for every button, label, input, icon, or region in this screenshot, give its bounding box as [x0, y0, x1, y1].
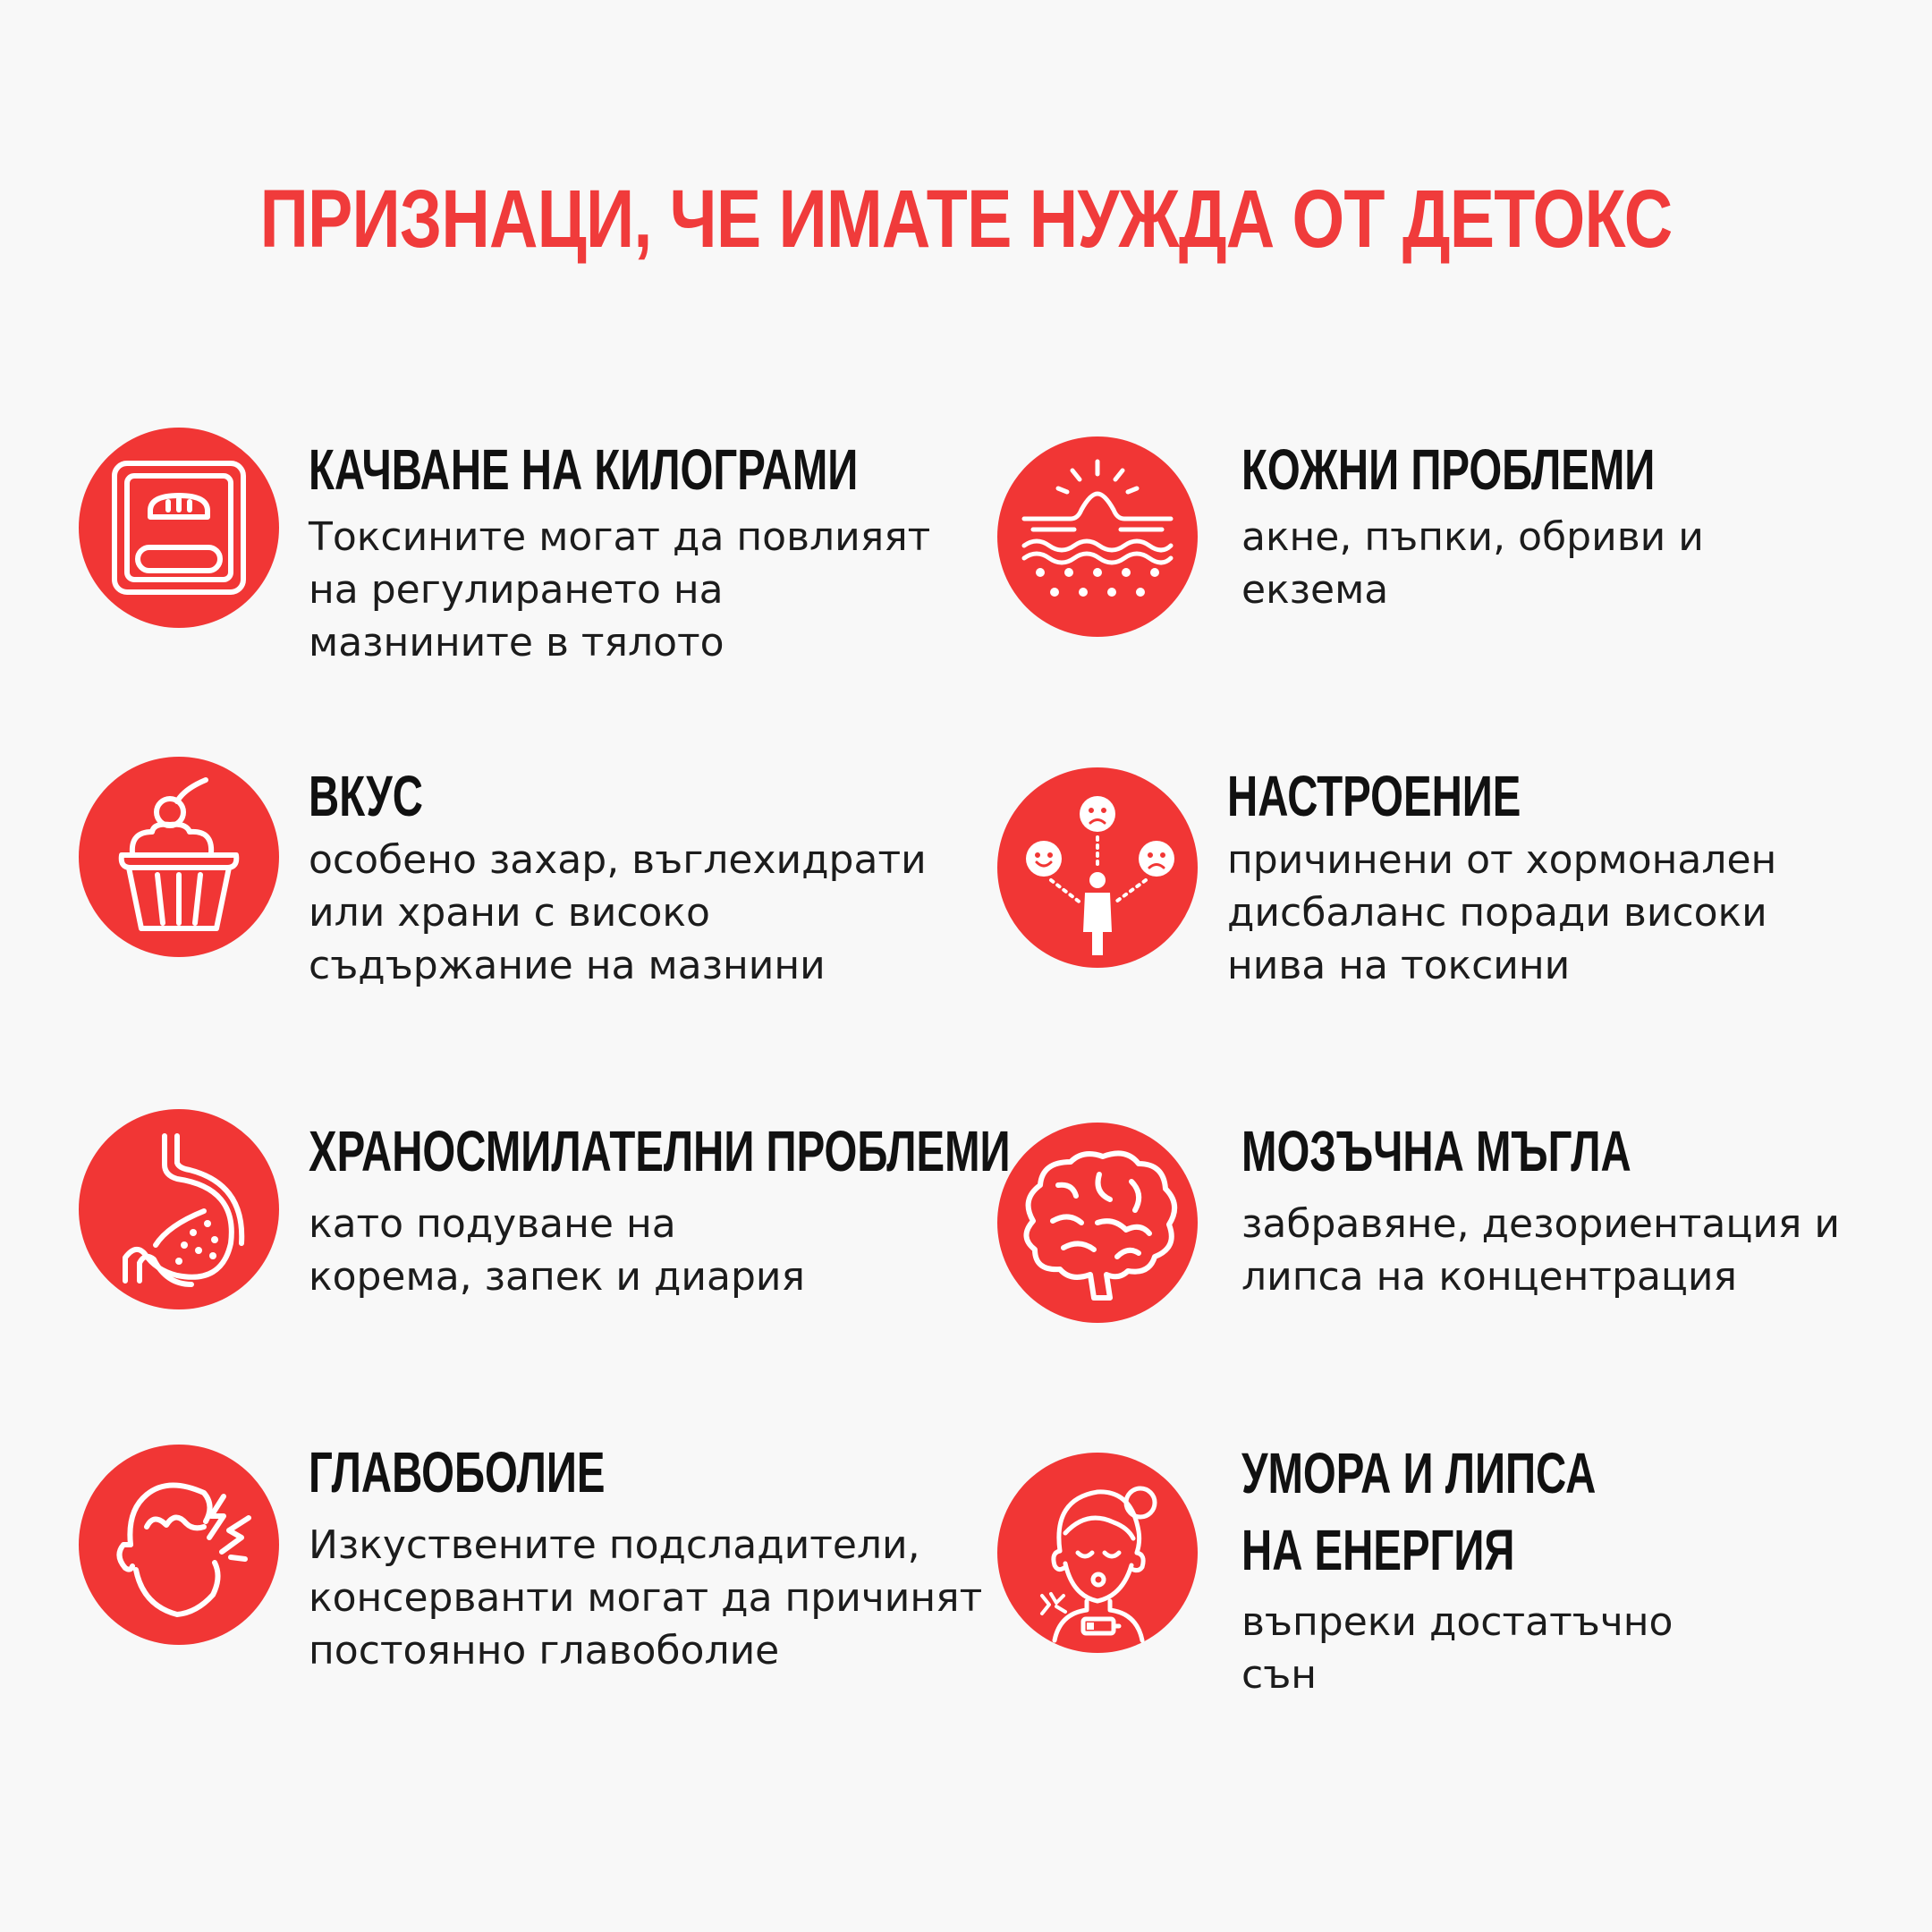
sign-mood — [997, 767, 1198, 968]
sign-brain-fog — [997, 1123, 1198, 1323]
text-digestive-problems: като подуване на корема, запек и диария — [309, 1201, 805, 1300]
sign-headache — [79, 1445, 279, 1645]
skin-icon — [997, 436, 1198, 637]
text-fatigue: въпреки достатъчно сън — [1241, 1599, 1674, 1698]
heading-headache: ГЛАВОБОЛИЕ — [309, 1440, 606, 1504]
sign-cravings — [79, 757, 279, 957]
sign-skin-problems — [997, 436, 1198, 637]
sign-digestive-problems — [79, 1109, 279, 1309]
text-cravings: особено захар, въглехидрати или храни с високо съдържание на мазнини — [309, 837, 927, 988]
sign-fatigue — [997, 1453, 1198, 1653]
text-mood: причинени от хормонален дисбаланс поради високи нива на токсини — [1227, 837, 1777, 988]
text-headache: Изкуствените подсладители, консерванти могат да причинят постоянно главоболие — [309, 1522, 983, 1674]
heading-weight-gain: КАЧВАНЕ НА КИЛОГРАМИ — [309, 437, 859, 502]
text-weight-gain: Токсините могат да повлияят на регулирането на мазнините в тялото — [309, 514, 931, 665]
tired-woman-icon — [997, 1453, 1198, 1653]
stomach-icon — [79, 1109, 279, 1309]
sign-weight-gain — [79, 428, 279, 628]
heading-fatigue: УМОРА И ЛИПСА НА ЕНЕРГИЯ — [1241, 1441, 1597, 1582]
heading-digestive-problems: ХРАНОСМИЛАТЕЛНИ ПРОБЛЕМИ — [309, 1119, 1011, 1183]
heading-brain-fog: МОЗЪЧНА МЪГЛА — [1241, 1119, 1631, 1183]
brain-icon — [997, 1123, 1198, 1323]
scale-icon — [79, 428, 279, 628]
text-brain-fog: забравяне, дезориентация и липса на концентрация — [1241, 1201, 1840, 1300]
mood-icon — [997, 767, 1198, 968]
page-title: ПРИЗНАЦИ, ЧЕ ИМАТЕ НУЖДА ОТ ДЕТОКС — [259, 174, 1673, 265]
heading-skin-problems: КОЖНИ ПРОБЛЕМИ — [1241, 437, 1656, 502]
heading-cravings: ВКУС — [309, 764, 423, 828]
cupcake-icon — [79, 757, 279, 957]
headache-icon — [79, 1445, 279, 1645]
text-skin-problems: акне, пъпки, обриви и екзема — [1241, 514, 1704, 613]
heading-mood: НАСТРОЕНИЕ — [1227, 764, 1521, 828]
